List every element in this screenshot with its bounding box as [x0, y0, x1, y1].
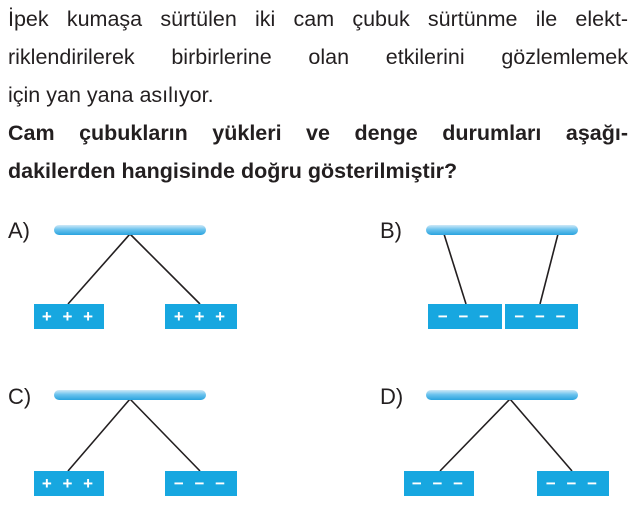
option-b-string-right	[540, 234, 558, 304]
option-a-label: A)	[8, 218, 30, 243]
option-b-label: B)	[380, 218, 402, 243]
option-a-hanger-rod	[54, 225, 206, 235]
stem-line-2: riklendirilerek birbirlerine olan etkilerini gözlemlemek	[8, 45, 628, 69]
option-a-string-left	[68, 234, 130, 304]
option-c-right-rod: − − −	[165, 471, 237, 496]
prompt-line-2: dakilerden hangisinde doğru gösterilmiştir?	[8, 159, 458, 183]
option-a-right-rod: + + +	[165, 304, 237, 329]
option-a-left-rod: + + +	[34, 304, 104, 329]
option-c-label: C)	[8, 384, 32, 409]
option-c-string-left	[68, 399, 130, 471]
option-d-string-right	[510, 399, 572, 471]
option-c-left-rod: + + +	[34, 471, 104, 496]
stem-line-1: İpek kumaşa sürtülen iki cam çubuk sürtünme ile elekt-	[8, 7, 628, 31]
option-c-string-right	[130, 399, 200, 471]
option-c-hanger-rod	[54, 390, 206, 400]
option-b-right-rod: − − −	[505, 304, 578, 329]
option-a-string-right	[130, 234, 200, 304]
option-b-left-rod: − − −	[428, 304, 502, 329]
prompt-line-1: Cam çubukların yükleri ve denge durumları aşağı-	[8, 121, 628, 145]
option-b-string-left	[444, 234, 466, 304]
option-d-left-rod: − − −	[404, 471, 474, 496]
option-d-hanger-rod	[426, 390, 578, 400]
option-d-right-rod: − − −	[537, 471, 609, 496]
option-b-hanger-rod	[426, 225, 578, 235]
option-d-string-left	[440, 399, 510, 471]
stem-line-3: için yan yana asılıyor.	[8, 83, 214, 107]
option-d-label: D)	[380, 384, 404, 409]
